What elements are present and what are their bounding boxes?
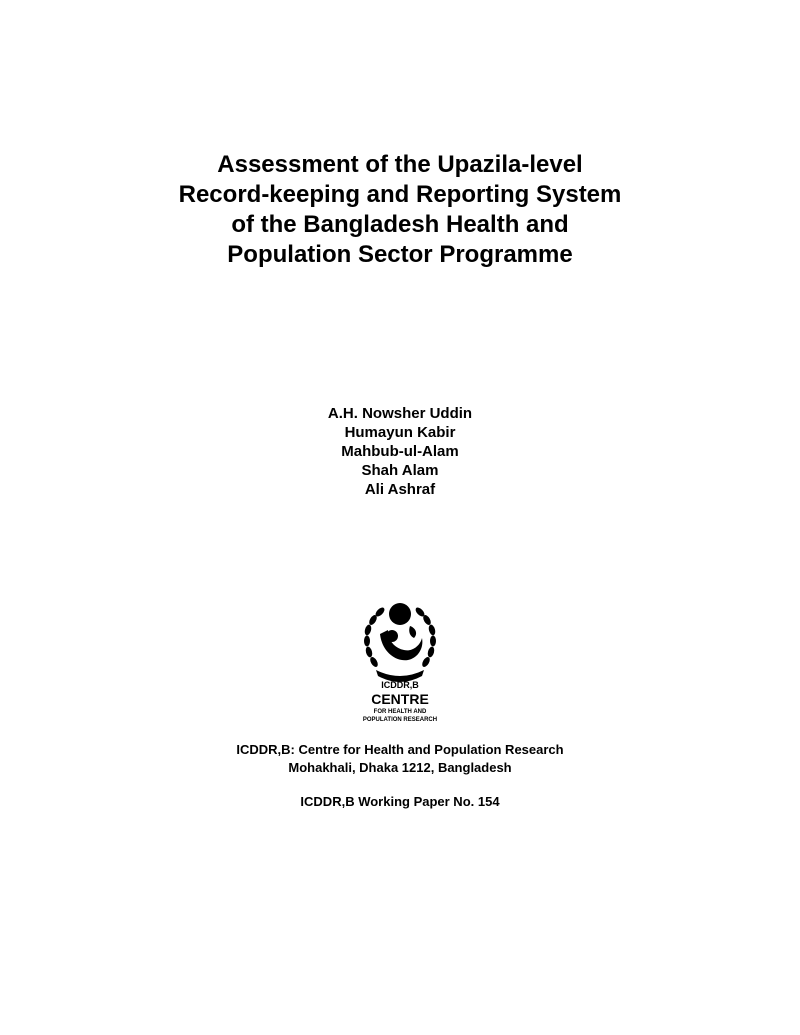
logo-wordmark: CENTRE bbox=[371, 691, 429, 707]
document-title bbox=[0, 150, 800, 270]
logo-subtitle-line-2: POPULATION RESEARCH bbox=[362, 717, 438, 723]
emblem-text: ICDDR,B bbox=[381, 680, 419, 690]
author-name: Humayun Kabir bbox=[344, 424, 456, 441]
author-name: Shah Alam bbox=[361, 462, 439, 479]
author-list bbox=[0, 404, 800, 499]
title-line-2: Record-keeping and Reporting System bbox=[178, 181, 622, 208]
logo-subtitle-line-1: FOR HEALTH AND bbox=[373, 709, 427, 715]
institution-name: ICDDR,B: Centre for Health and Population Research bbox=[236, 742, 564, 757]
institution-block bbox=[0, 741, 800, 777]
title-line-1: Assessment of the Upazila-level bbox=[217, 151, 583, 178]
working-paper-number: ICDDR,B Working Paper No. 154 bbox=[300, 794, 500, 809]
title-line-4: Population Sector Programme bbox=[227, 241, 573, 268]
institution-address: Mohakhali, Dhaka 1212, Bangladesh bbox=[288, 760, 512, 775]
title-line-3: of the Bangladesh Health and bbox=[231, 211, 569, 238]
author-name: Mahbub-ul-Alam bbox=[341, 443, 459, 460]
author-name: Ali Ashraf bbox=[364, 481, 436, 498]
icddrb-logo bbox=[352, 600, 448, 724]
author-name: A.H. Nowsher Uddin bbox=[327, 405, 473, 422]
icddrb-emblem-icon bbox=[352, 600, 448, 724]
